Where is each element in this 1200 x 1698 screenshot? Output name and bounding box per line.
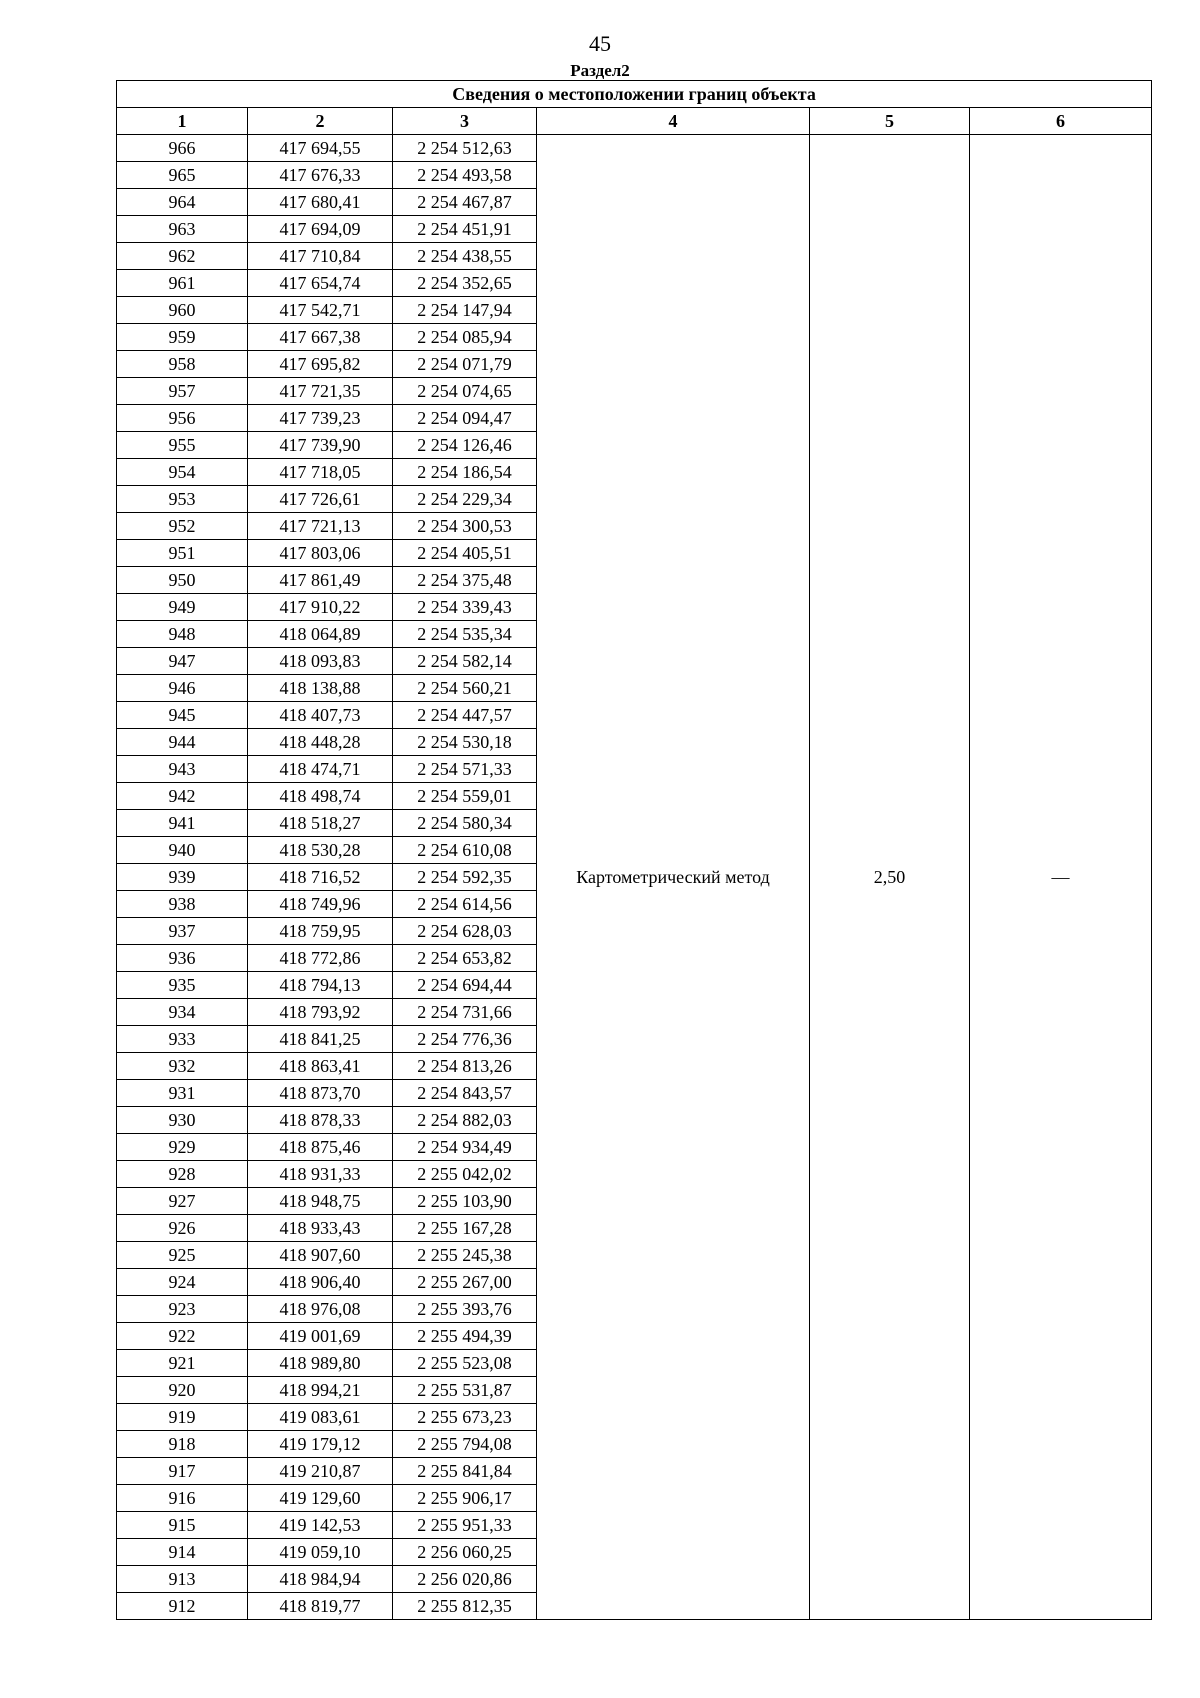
x-coordinate-cell: 417 739,23 bbox=[248, 405, 393, 432]
x-coordinate-cell: 418 474,71 bbox=[248, 756, 393, 783]
x-coordinate-cell: 418 407,73 bbox=[248, 702, 393, 729]
accuracy-cell: 2,50 bbox=[810, 135, 970, 1620]
x-coordinate-cell: 418 863,41 bbox=[248, 1053, 393, 1080]
point-number-cell: 942 bbox=[117, 783, 248, 810]
column-header-1: 1 bbox=[117, 108, 248, 135]
y-coordinate-cell: 2 254 530,18 bbox=[393, 729, 537, 756]
x-coordinate-cell: 417 721,13 bbox=[248, 513, 393, 540]
point-number-cell: 947 bbox=[117, 648, 248, 675]
y-coordinate-cell: 2 255 906,17 bbox=[393, 1485, 537, 1512]
method-cell: Картометрический метод bbox=[537, 135, 810, 1620]
x-coordinate-cell: 417 710,84 bbox=[248, 243, 393, 270]
x-coordinate-cell: 418 976,08 bbox=[248, 1296, 393, 1323]
y-coordinate-cell: 2 254 094,47 bbox=[393, 405, 537, 432]
table-caption: Сведения о местоположении границ объекта bbox=[117, 81, 1152, 108]
point-number-cell: 927 bbox=[117, 1188, 248, 1215]
x-coordinate-cell: 419 001,69 bbox=[248, 1323, 393, 1350]
y-coordinate-cell: 2 254 934,49 bbox=[393, 1134, 537, 1161]
y-coordinate-cell: 2 254 882,03 bbox=[393, 1107, 537, 1134]
y-coordinate-cell: 2 254 126,46 bbox=[393, 432, 537, 459]
point-number-cell: 913 bbox=[117, 1566, 248, 1593]
y-coordinate-cell: 2 254 614,56 bbox=[393, 891, 537, 918]
point-number-cell: 962 bbox=[117, 243, 248, 270]
x-coordinate-cell: 418 759,95 bbox=[248, 918, 393, 945]
x-coordinate-cell: 418 518,27 bbox=[248, 810, 393, 837]
y-coordinate-cell: 2 254 512,63 bbox=[393, 135, 537, 162]
point-number-cell: 959 bbox=[117, 324, 248, 351]
y-coordinate-cell: 2 254 843,57 bbox=[393, 1080, 537, 1107]
point-number-cell: 948 bbox=[117, 621, 248, 648]
point-number-cell: 957 bbox=[117, 378, 248, 405]
y-coordinate-cell: 2 254 559,01 bbox=[393, 783, 537, 810]
x-coordinate-cell: 419 083,61 bbox=[248, 1404, 393, 1431]
point-number-cell: 952 bbox=[117, 513, 248, 540]
y-coordinate-cell: 2 255 673,23 bbox=[393, 1404, 537, 1431]
point-number-cell: 954 bbox=[117, 459, 248, 486]
y-coordinate-cell: 2 254 447,57 bbox=[393, 702, 537, 729]
x-coordinate-cell: 418 749,96 bbox=[248, 891, 393, 918]
column-header-6: 6 bbox=[970, 108, 1152, 135]
y-coordinate-cell: 2 254 186,54 bbox=[393, 459, 537, 486]
y-coordinate-cell: 2 254 694,44 bbox=[393, 972, 537, 999]
y-coordinate-cell: 2 255 841,84 bbox=[393, 1458, 537, 1485]
x-coordinate-cell: 418 948,75 bbox=[248, 1188, 393, 1215]
point-number-cell: 922 bbox=[117, 1323, 248, 1350]
point-number-cell: 955 bbox=[117, 432, 248, 459]
x-coordinate-cell: 417 680,41 bbox=[248, 189, 393, 216]
point-number-cell: 953 bbox=[117, 486, 248, 513]
y-coordinate-cell: 2 255 794,08 bbox=[393, 1431, 537, 1458]
point-number-cell: 935 bbox=[117, 972, 248, 999]
y-coordinate-cell: 2 254 776,36 bbox=[393, 1026, 537, 1053]
point-number-cell: 926 bbox=[117, 1215, 248, 1242]
point-number-cell: 966 bbox=[117, 135, 248, 162]
y-coordinate-cell: 2 254 580,34 bbox=[393, 810, 537, 837]
y-coordinate-cell: 2 255 951,33 bbox=[393, 1512, 537, 1539]
x-coordinate-cell: 418 530,28 bbox=[248, 837, 393, 864]
y-coordinate-cell: 2 254 339,43 bbox=[393, 594, 537, 621]
y-coordinate-cell: 2 254 074,65 bbox=[393, 378, 537, 405]
point-number-cell: 920 bbox=[117, 1377, 248, 1404]
point-number-cell: 936 bbox=[117, 945, 248, 972]
y-coordinate-cell: 2 254 352,65 bbox=[393, 270, 537, 297]
x-coordinate-cell: 418 448,28 bbox=[248, 729, 393, 756]
x-coordinate-cell: 417 676,33 bbox=[248, 162, 393, 189]
y-coordinate-cell: 2 254 229,34 bbox=[393, 486, 537, 513]
x-coordinate-cell: 418 772,86 bbox=[248, 945, 393, 972]
x-coordinate-cell: 417 667,38 bbox=[248, 324, 393, 351]
y-coordinate-cell: 2 256 060,25 bbox=[393, 1539, 537, 1566]
x-coordinate-cell: 419 129,60 bbox=[248, 1485, 393, 1512]
x-coordinate-cell: 417 542,71 bbox=[248, 297, 393, 324]
x-coordinate-cell: 419 179,12 bbox=[248, 1431, 393, 1458]
point-number-cell: 932 bbox=[117, 1053, 248, 1080]
point-number-cell: 963 bbox=[117, 216, 248, 243]
x-coordinate-cell: 418 064,89 bbox=[248, 621, 393, 648]
y-coordinate-cell: 2 254 300,53 bbox=[393, 513, 537, 540]
y-coordinate-cell: 2 255 245,38 bbox=[393, 1242, 537, 1269]
x-coordinate-cell: 419 059,10 bbox=[248, 1539, 393, 1566]
point-number-cell: 961 bbox=[117, 270, 248, 297]
point-number-cell: 928 bbox=[117, 1161, 248, 1188]
x-coordinate-cell: 418 878,33 bbox=[248, 1107, 393, 1134]
x-coordinate-cell: 418 716,52 bbox=[248, 864, 393, 891]
x-coordinate-cell: 417 695,82 bbox=[248, 351, 393, 378]
y-coordinate-cell: 2 254 438,55 bbox=[393, 243, 537, 270]
point-number-cell: 919 bbox=[117, 1404, 248, 1431]
y-coordinate-cell: 2 254 813,26 bbox=[393, 1053, 537, 1080]
point-number-cell: 937 bbox=[117, 918, 248, 945]
point-number-cell: 930 bbox=[117, 1107, 248, 1134]
point-number-cell: 938 bbox=[117, 891, 248, 918]
y-coordinate-cell: 2 254 731,66 bbox=[393, 999, 537, 1026]
point-number-cell: 950 bbox=[117, 567, 248, 594]
x-coordinate-cell: 418 794,13 bbox=[248, 972, 393, 999]
point-number-cell: 946 bbox=[117, 675, 248, 702]
point-number-cell: 923 bbox=[117, 1296, 248, 1323]
y-coordinate-cell: 2 255 494,39 bbox=[393, 1323, 537, 1350]
x-coordinate-cell: 417 910,22 bbox=[248, 594, 393, 621]
point-number-cell: 960 bbox=[117, 297, 248, 324]
point-number-cell: 929 bbox=[117, 1134, 248, 1161]
x-coordinate-cell: 418 841,25 bbox=[248, 1026, 393, 1053]
coordinates-table bbox=[116, 80, 1152, 1620]
x-coordinate-cell: 418 994,21 bbox=[248, 1377, 393, 1404]
point-number-cell: 921 bbox=[117, 1350, 248, 1377]
point-number-cell: 925 bbox=[117, 1242, 248, 1269]
x-coordinate-cell: 418 907,60 bbox=[248, 1242, 393, 1269]
point-number-cell: 934 bbox=[117, 999, 248, 1026]
point-number-cell: 949 bbox=[117, 594, 248, 621]
y-coordinate-cell: 2 255 103,90 bbox=[393, 1188, 537, 1215]
column-header-5: 5 bbox=[810, 108, 970, 135]
y-coordinate-cell: 2 255 523,08 bbox=[393, 1350, 537, 1377]
point-number-cell: 941 bbox=[117, 810, 248, 837]
y-coordinate-cell: 2 255 267,00 bbox=[393, 1269, 537, 1296]
x-coordinate-cell: 419 210,87 bbox=[248, 1458, 393, 1485]
point-number-cell: 940 bbox=[117, 837, 248, 864]
page-number: 45 bbox=[589, 31, 611, 56]
x-coordinate-cell: 418 931,33 bbox=[248, 1161, 393, 1188]
x-coordinate-cell: 417 803,06 bbox=[248, 540, 393, 567]
y-coordinate-cell: 2 254 610,08 bbox=[393, 837, 537, 864]
y-coordinate-cell: 2 254 571,33 bbox=[393, 756, 537, 783]
x-coordinate-cell: 418 933,43 bbox=[248, 1215, 393, 1242]
point-number-cell: 956 bbox=[117, 405, 248, 432]
y-coordinate-cell: 2 255 531,87 bbox=[393, 1377, 537, 1404]
point-number-cell: 958 bbox=[117, 351, 248, 378]
y-coordinate-cell: 2 255 393,76 bbox=[393, 1296, 537, 1323]
y-coordinate-cell: 2 256 020,86 bbox=[393, 1566, 537, 1593]
y-coordinate-cell: 2 254 653,82 bbox=[393, 945, 537, 972]
y-coordinate-cell: 2 254 071,79 bbox=[393, 351, 537, 378]
point-number-cell: 916 bbox=[117, 1485, 248, 1512]
point-number-cell: 943 bbox=[117, 756, 248, 783]
x-coordinate-cell: 417 721,35 bbox=[248, 378, 393, 405]
y-coordinate-cell: 2 255 167,28 bbox=[393, 1215, 537, 1242]
point-number-cell: 917 bbox=[117, 1458, 248, 1485]
x-coordinate-cell: 418 498,74 bbox=[248, 783, 393, 810]
table-row bbox=[117, 135, 1152, 162]
column-header-4: 4 bbox=[537, 108, 810, 135]
y-coordinate-cell: 2 254 451,91 bbox=[393, 216, 537, 243]
point-number-cell: 939 bbox=[117, 864, 248, 891]
x-coordinate-cell: 417 861,49 bbox=[248, 567, 393, 594]
y-coordinate-cell: 2 255 812,35 bbox=[393, 1593, 537, 1620]
x-coordinate-cell: 418 873,70 bbox=[248, 1080, 393, 1107]
x-coordinate-cell: 418 989,80 bbox=[248, 1350, 393, 1377]
point-number-cell: 915 bbox=[117, 1512, 248, 1539]
y-coordinate-cell: 2 254 582,14 bbox=[393, 648, 537, 675]
x-coordinate-cell: 418 906,40 bbox=[248, 1269, 393, 1296]
x-coordinate-cell: 418 984,94 bbox=[248, 1566, 393, 1593]
x-coordinate-cell: 417 739,90 bbox=[248, 432, 393, 459]
y-coordinate-cell: 2 254 493,58 bbox=[393, 162, 537, 189]
column-header-3: 3 bbox=[393, 108, 537, 135]
point-number-cell: 918 bbox=[117, 1431, 248, 1458]
x-coordinate-cell: 418 093,83 bbox=[248, 648, 393, 675]
section-title: Раздел2 bbox=[570, 61, 630, 80]
column-header-2: 2 bbox=[248, 108, 393, 135]
y-coordinate-cell: 2 254 375,48 bbox=[393, 567, 537, 594]
point-number-cell: 924 bbox=[117, 1269, 248, 1296]
y-coordinate-cell: 2 254 147,94 bbox=[393, 297, 537, 324]
y-coordinate-cell: 2 254 467,87 bbox=[393, 189, 537, 216]
point-number-cell: 944 bbox=[117, 729, 248, 756]
table-body bbox=[117, 135, 1152, 1620]
x-coordinate-cell: 418 138,88 bbox=[248, 675, 393, 702]
y-coordinate-cell: 2 254 560,21 bbox=[393, 675, 537, 702]
y-coordinate-cell: 2 254 085,94 bbox=[393, 324, 537, 351]
x-coordinate-cell: 418 819,77 bbox=[248, 1593, 393, 1620]
note-cell: — bbox=[970, 135, 1152, 1620]
y-coordinate-cell: 2 255 042,02 bbox=[393, 1161, 537, 1188]
point-number-cell: 965 bbox=[117, 162, 248, 189]
point-number-cell: 933 bbox=[117, 1026, 248, 1053]
point-number-cell: 951 bbox=[117, 540, 248, 567]
y-coordinate-cell: 2 254 535,34 bbox=[393, 621, 537, 648]
x-coordinate-cell: 417 718,05 bbox=[248, 459, 393, 486]
x-coordinate-cell: 419 142,53 bbox=[248, 1512, 393, 1539]
point-number-cell: 912 bbox=[117, 1593, 248, 1620]
point-number-cell: 945 bbox=[117, 702, 248, 729]
point-number-cell: 964 bbox=[117, 189, 248, 216]
point-number-cell: 914 bbox=[117, 1539, 248, 1566]
x-coordinate-cell: 418 875,46 bbox=[248, 1134, 393, 1161]
x-coordinate-cell: 417 694,09 bbox=[248, 216, 393, 243]
x-coordinate-cell: 418 793,92 bbox=[248, 999, 393, 1026]
header-row bbox=[117, 108, 1152, 135]
y-coordinate-cell: 2 254 628,03 bbox=[393, 918, 537, 945]
x-coordinate-cell: 417 694,55 bbox=[248, 135, 393, 162]
x-coordinate-cell: 417 726,61 bbox=[248, 486, 393, 513]
point-number-cell: 931 bbox=[117, 1080, 248, 1107]
x-coordinate-cell: 417 654,74 bbox=[248, 270, 393, 297]
y-coordinate-cell: 2 254 405,51 bbox=[393, 540, 537, 567]
y-coordinate-cell: 2 254 592,35 bbox=[393, 864, 537, 891]
